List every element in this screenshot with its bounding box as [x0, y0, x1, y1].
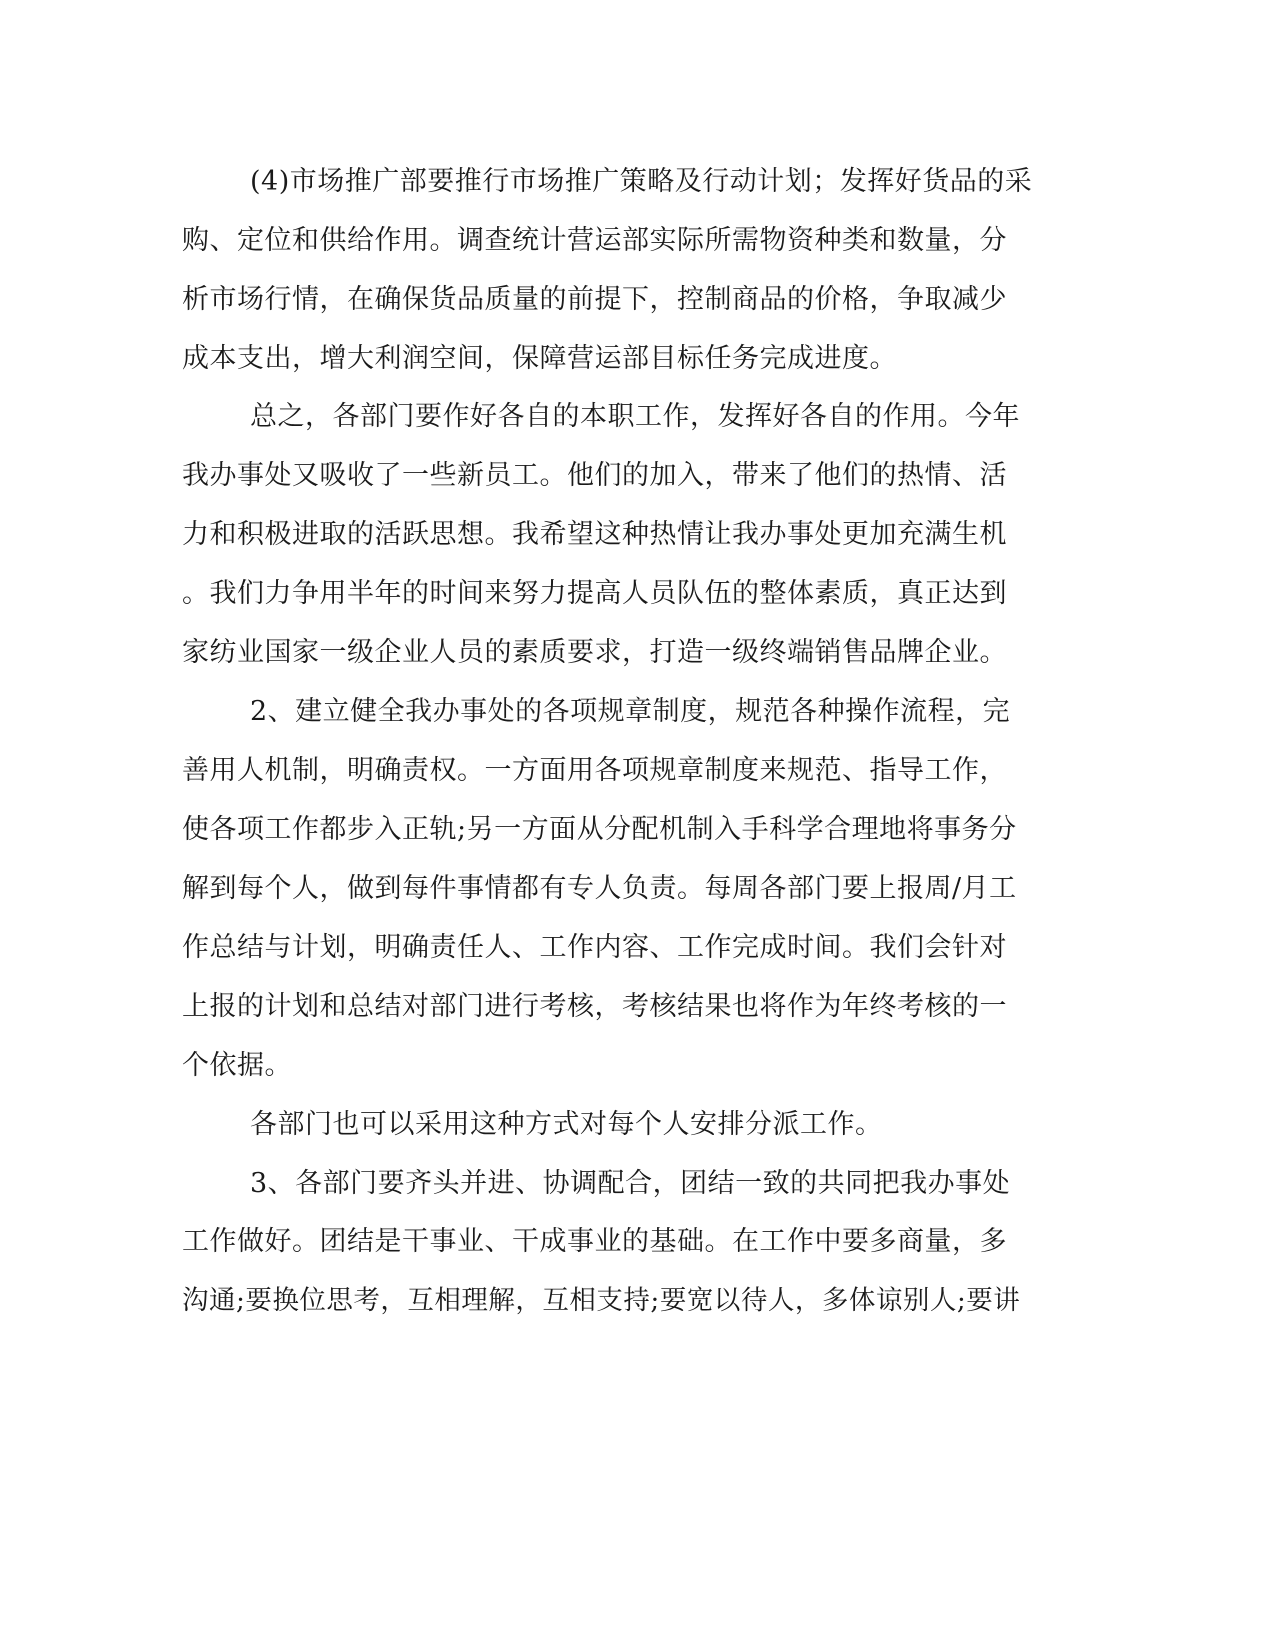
text-line: 成本支出，增大利润空间，保障营运部目标任务完成进度。 [182, 343, 897, 374]
text-line: 购、定位和供给作用。调查统计营运部实际所需物资种类和数量，分 [182, 225, 1007, 256]
text-line: 3、各部门要齐头并进、协调配合，团结一致的共同把我办事处 [250, 1168, 1011, 1199]
text-line: 我办事处又吸收了一些新员工。他们的加入，带来了他们的热情、活 [182, 460, 1007, 491]
text-line: 析市场行情，在确保货品质量的前提下，控制商品的价格，争取减少 [182, 284, 1007, 315]
text-line: 力和积极进取的活跃思想。我希望这种热情让我办事处更加充满生机 [182, 519, 1007, 550]
text-line: 总之，各部门要作好各自的本职工作，发挥好各自的作用。今年 [250, 401, 1020, 432]
text-line: 沟通;要换位思考，互相理解，互相支持;要宽以待人，多体谅别人;要讲 [182, 1285, 1021, 1316]
text-line: 解到每个人，做到每件事情都有专人负责。每周各部门要上报周/月工 [182, 873, 1017, 904]
text-line: 各部门也可以采用这种方式对每个人安排分派工作。 [250, 1109, 883, 1140]
text-line: 使各项工作都步入正轨;另一方面从分配机制入手科学合理地将事务分 [182, 814, 1017, 845]
text-line: 作总结与计划，明确责任人、工作内容、工作完成时间。我们会针对 [182, 932, 1007, 963]
text-line: 上报的计划和总结对部门进行考核，考核结果也将作为年终考核的一 [182, 991, 1007, 1022]
text-line: 个依据。 [182, 1050, 292, 1081]
text-line: 善用人机制，明确责权。一方面用各项规章制度来规范、指导工作， [182, 755, 1007, 786]
text-line: 家纺业国家一级企业人员的素质要求，打造一级终端销售品牌企业。 [182, 637, 1007, 668]
text-line: (4)市场推广部要推行市场推广策略及行动计划；发挥好货品的采 [250, 166, 1033, 197]
text-line: 工作做好。团结是干事业、干成事业的基础。在工作中要多商量，多 [182, 1226, 1007, 1257]
text-line: 。我们力争用半年的时间来努力提高人员队伍的整体素质，真正达到 [182, 578, 1007, 609]
text-line: 2、建立健全我办事处的各项规章制度，规范各种操作流程，完 [250, 696, 1011, 727]
